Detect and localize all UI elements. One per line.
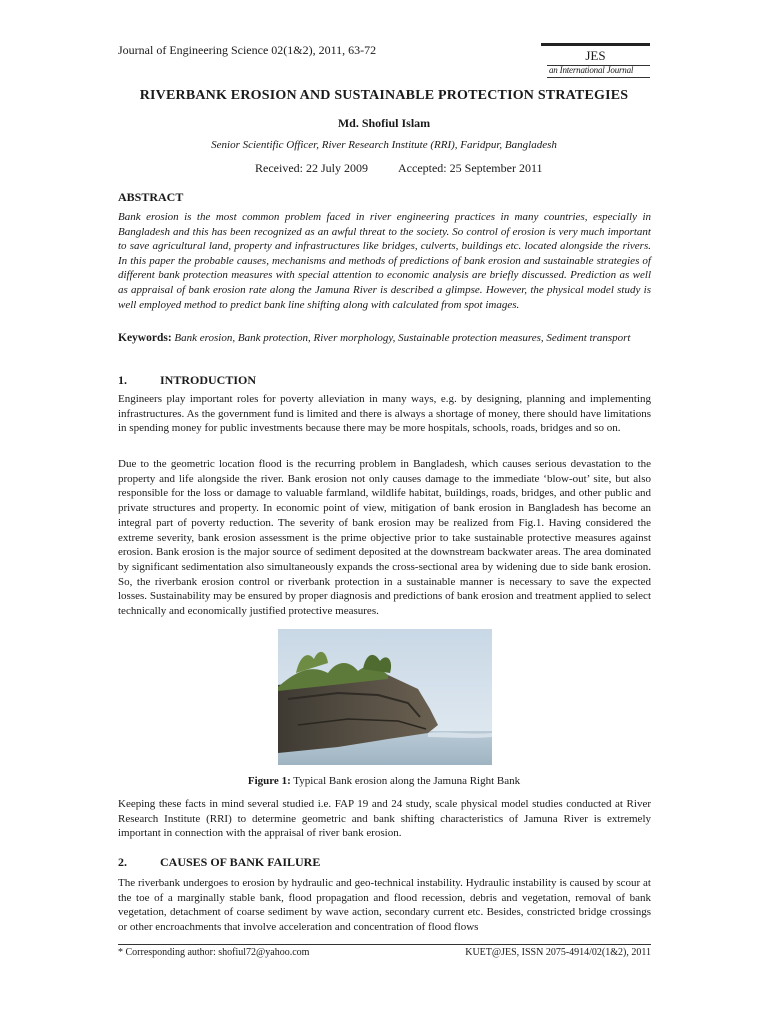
intro-paragraph-3: Keeping these facts in mind several studied i.e. FAP 19 and 24 study, scale physical model studies conducted at River Research Institute (RRI) to determine geometric and bank shifting characteristics of Jamuna River is extremely important in connection with the appraisal of river bank erosion.: [118, 798, 651, 840]
paper-title: RIVERBANK EROSION AND SUSTAINABLE PROTECTION STRATEGIES: [139, 88, 629, 103]
author-affiliation: Senior Scientific Officer, River Research Institute (RRI), Faridpur, Bangladesh: [211, 139, 557, 151]
author-name: Md. Shofiul Islam: [337, 116, 431, 130]
keywords-label: Keywords:: [118, 332, 172, 344]
intro-paragraph-2: Due to the geometric location flood is the recurring problem in Bangladesh, which causes serious devastation to the property and life alongside the river. Bank erosion not only causes damage to the immediate ‘blow-out’ site, but also responsible for the loss or damage to valuable farmland, wildlife habitat, buildings, roads, bridges, and other public and private structures and property. In economic point of view, mitigation of bank erosion in Bangladesh has become an integral part of poverty reduction. The severity of bank erosion may be realized from Fig.1. Having considered the extreme severity, bank erosion assessment is the prime objective prior to take sustainable protective measures against erosion. Bank erosion is the major source of sediment deposited at the downstream backwater areas. The area dominated by significant sedimentation also simultaneously expands the cross-sectional area by widening due to side bank erosion. So, the riverbank erosion control or riverbank protection in a sustainable manner is necessary to save the expected losses. Sustainability may be ensured by proper diagnosis and predictions of bank erosion and treatment applied to select technically and economically justified protective measures.: [118, 458, 651, 618]
causes-paragraph-1: The riverbank undergoes to erosion by hydraulic and geo-technical instability. Hydraulic instability is caused by scour at the toe of a marginally stable bank, flood propagation and flood recession, debris and vegetation, removal of bank vegetation, detachment of coarse sediment by wave action, secondary current etc. Besides, constricted bridge crossings or other encroachments that involve acceleration and concentration of flood flows: [118, 877, 651, 934]
section-1-title: INTRODUCTION: [160, 373, 257, 387]
keywords-text: Bank erosion, Bank protection, River morphology, Sustainable protection measures, Sediment transport: [174, 332, 631, 344]
section-2-number: 2.: [118, 855, 127, 869]
received-date: Received: 22 July 2009: [255, 161, 368, 175]
keywords-block: [118, 331, 651, 346]
riverbank-erosion-photo: [278, 629, 492, 765]
badge-subtitle: an International Journal: [549, 65, 634, 75]
section-2-title: CAUSES OF BANK FAILURE: [160, 855, 321, 869]
badge-bottom-rule: [547, 77, 650, 78]
figure-1-caption: [0, 775, 768, 787]
abstract-text: Bank erosion is the most common problem faced in river engineering practices in many countries, especially in Bangladesh and this has been recognized as an awful threat to the society. So control of erosion is very much important to save agricultural land, property and infrastructures like bridges, culverts, buildings etc. located alongside the rivers. In this paper the probable causes, mechanisms and methods of predictions of bank erosion and sustainable strategies of different bank protection measures with special attention to economic analysis are briefly discussed. Prediction as well as appraisal of bank erosion rate along the Jamuna River is described a glimpse. However, the physical model study is well employed method to predict bank line shifting along with calculated from spot images.: [118, 211, 651, 311]
journal-issn: KUET@JES, ISSN 2075-4914/02(1&2), 2011: [465, 947, 651, 958]
badge-top-rule: [541, 43, 650, 46]
footer-rule: [118, 944, 651, 945]
corresponding-author-note: * Corresponding author: shofiul72@yahoo.com: [118, 947, 310, 958]
accepted-date: Accepted: 25 September 2011: [398, 161, 543, 175]
journal-citation: Journal of Engineering Science 02(1&2), 2011, 63-72: [118, 43, 377, 57]
figure-1-label: Figure 1:: [247, 775, 291, 787]
abstract-heading: ABSTRACT: [118, 190, 184, 204]
section-1-number: 1.: [118, 373, 127, 387]
badge-title: JES: [585, 48, 606, 63]
intro-paragraph-1: Engineers play important roles for poverty alleviation in many ways, e.g. by designing, planning and implementing infrastructures. As the government fund is limited and there is always a shortage of money, there should have limitations in spending money for public investments because there may be more hospitals, schools, roads, bridges and so on.: [118, 393, 651, 435]
journal-badge: [541, 43, 650, 73]
figure-1-caption-text: Typical Bank erosion along the Jamuna Right Bank: [293, 775, 521, 787]
